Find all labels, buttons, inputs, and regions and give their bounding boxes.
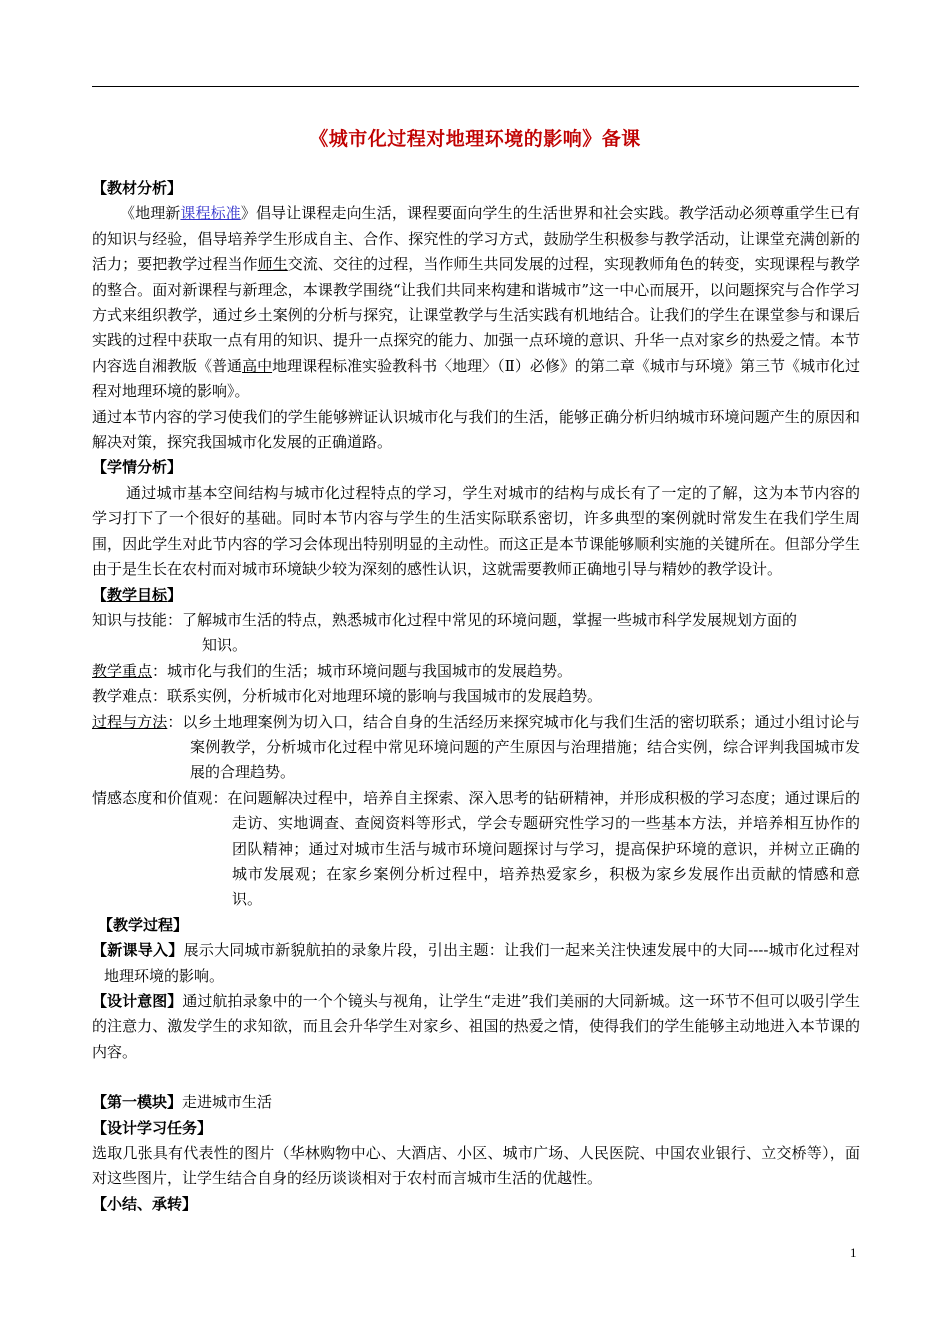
lesson-intro-label: 【新课导入】 (92, 941, 184, 960)
document-body (92, 176, 860, 1217)
teaching-focus-text: ：城市化与我们的生活；城市环境问题与我国城市的发展趋势。 (152, 661, 573, 680)
header-rule (92, 86, 859, 87)
paragraph-text: 交流、交往的过程，当作师生共同发展的过程，实现教师角色的转变，实现课程与教学的整合。面对新课程与新理念，本课教学围绕“让我们共同来构建和谐城市”这一中心而展开，以问题探究与合作学习方式来组织教学，通过乡土案例的分析与探究，让课堂教学与生活实践有机地结合。让我们的学生在课堂参与和课后实践的过程中获取一点有用的知识、提升一点探究的能力、加强一点环境的意识、升华一点对家乡的热爱之情。本节内容选自湘教版《普通 (92, 255, 860, 375)
teaching-focus-label: 教学重点 (92, 661, 153, 680)
process-method-item (92, 710, 860, 786)
section-heading-textbook-analysis: 【教材分析】 (92, 179, 183, 197)
first-module-label: 【第一模块】 (92, 1093, 183, 1112)
process-method-text: ：以乡土地理案例为切入口，结合自身的生活经历来探究城市化与我们生活的密切联系；通过小组讨论与案例教学，分析城市化过程中常见环境问题的产生原因与治理措施；结合实例，综合评判我国城市发展的合理趋势。 (167, 712, 860, 782)
section-heading-student-analysis: 【学情分析】 (92, 458, 183, 477)
learning-task-heading: 【设计学习任务】 (92, 1118, 213, 1137)
design-intent-text: 通过航拍录象中的一个个镜头与视角，让学生“走进”我们美丽的大同新城。这一环节不但可以吸引学生的注意力、激发学生的求知欲，而且会升华学生对家乡、祖国的热爱之情，使得我们的学生能够主动地进入本节课的内容。 (92, 992, 860, 1061)
summary-transition-heading: 【小结、承转】 (92, 1194, 198, 1213)
student-analysis-paragraph: 通过城市基本空间结构与城市化过程特点的学习，学生对城市的结构与成长有了一定的了解，这为本节内容的学习打下了一个很好的基础。同时本节内容与学生的生活实际联系密切，许多典型的案例就时常发生在我们学生周围，因此学生对此节内容的学习会体现出特别明显的主动性。而这正是本节课能够顺利实施的关键所在。但部分学生由于是生长在农村而对城市环境缺少较为深刻的感性认识，这就需要教师正确地引导与精妙的教学设计。 (92, 483, 860, 579)
page-number: 1 (850, 1245, 857, 1260)
section-heading-teaching-goals (92, 583, 860, 608)
process-method-label: 过程与方法 (92, 712, 168, 731)
document-title: 《城市化过程对地理环境的影响》备课 (309, 128, 641, 150)
first-module-item (92, 1090, 860, 1115)
paragraph-text: 《地理新 (120, 204, 181, 223)
knowledge-skills-line: 知识与技能：了解城市生活的特点，熟悉城市化过程中常见的环境问题，掌握一些城市科学发展规划方面的 (92, 610, 798, 629)
lesson-intro-text: 展示大同城市新貌航拍的录象片段，引出主题：让我们一起来关注快速发展中的大同----城市化过程对地理环境的影响。 (104, 941, 860, 985)
curriculum-standard-link[interactable]: 课程标准 (180, 204, 241, 223)
design-intent-item (92, 989, 860, 1065)
bracket-left: 【 (92, 585, 108, 604)
learning-task-paragraph: 选取几张具有代表性的图片（华林购物中心、大酒店、小区、城市广场、人民医院、中国农业银行、立交桥等），面对这些图片，让学生结合自身的经历谈谈相对于农村而言城市生活的优越性。 (92, 1144, 860, 1188)
textbook-analysis-goal-paragraph: 通过本节内容的学习使我们的学生能够辨证认识城市化与我们的生活，能够正确分析归纳城市环境问题产生的原因和解决对策，探究我国城市化发展的正确道路。 (92, 407, 860, 452)
paragraph-text: 》倡导让课程走向生活，课程要面向学生的生活世界和社会实践。教学活动必须尊重学生已有的知识与经验，倡导培养学生形成自主、合作、探究性的学习方式，鼓励学生积极参与教学活动，让课堂充满创新的活力；要把教学过程当作 (92, 204, 860, 274)
bracket-right: 】 (167, 585, 183, 604)
underlined-term-high-school: 高中 (242, 356, 273, 375)
lesson-intro-item (92, 938, 860, 989)
teaching-difficulty-item: 教学难点：联系实例，分析城市化对地理环境的影响与我国城市的发展趋势。 (92, 687, 603, 706)
emotion-values-item: 情感态度和价值观：在问题解决过程中，培养自主探索、深入思考的钻研精神，并形成积极的学习态度；通过课后的走访、实地调查、查阅资料等形式，学会专题研究性学习的一些基本方法，并培养相互协作的团队精神；通过对城市生活与城市环境问题探讨与学习，提高保护环境的意识，并树立正确的城市发展观；在家乡案例分析过程中，培养热爱家乡，积极为家乡发展作出贡献的情感和意识。 (92, 788, 860, 909)
teaching-goals-label: 教学目标 (107, 585, 168, 604)
underlined-term-teacher-student: 师生 (257, 255, 288, 274)
teaching-focus-item (92, 659, 860, 684)
paragraph-text: 地理课程标准实验教科书〈地理〉（Ⅱ）必修》的第二章《城市与环境》第三节《城市化过程对地理环境的影响》。 (92, 356, 860, 401)
design-intent-label: 【设计意图】 (92, 992, 183, 1010)
first-module-text: 走进城市生活 (182, 1093, 273, 1112)
textbook-analysis-paragraph (92, 201, 860, 404)
knowledge-skills-continuation: 知识。 (202, 636, 248, 655)
section-heading-teaching-process: 【教学过程】 (98, 915, 189, 934)
spacer (92, 1065, 860, 1090)
